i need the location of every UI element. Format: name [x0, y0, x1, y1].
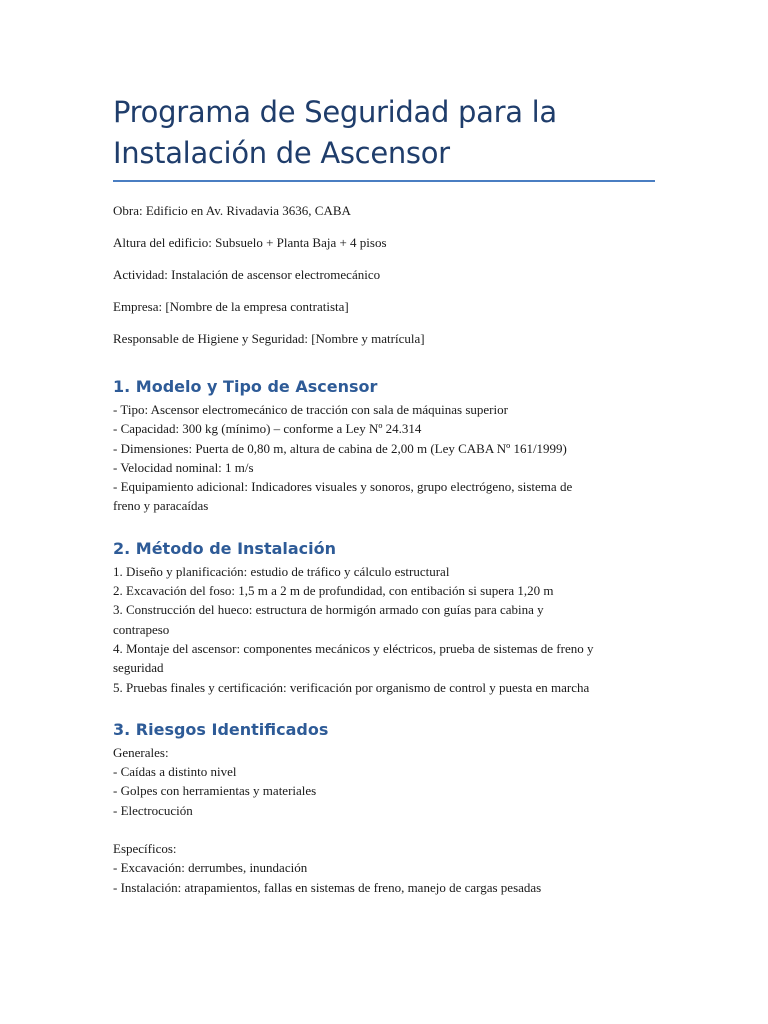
- section-line: freno y paracaídas: [113, 498, 209, 514]
- info-actividad: Actividad: Instalación de ascensor electromecánico: [113, 267, 381, 282]
- document-title: [113, 92, 655, 174]
- info-empresa: Empresa: [Nombre de la empresa contratista]: [113, 299, 349, 314]
- section-line: 1. Diseño y planificación: estudio de tráfico y cálculo estructural: [113, 563, 450, 579]
- section-line: - Equipamiento adicional: Indicadores visuales y sonoros, grupo electrógeno, sistema de: [113, 479, 573, 495]
- section-heading: 3. Riesgos Identificados: [113, 719, 329, 739]
- section-line: - Caídas a distinto nivel: [113, 764, 237, 780]
- section-line: Específicos:: [113, 841, 177, 857]
- section-modelo: [113, 376, 655, 516]
- section-line: - Tipo: Ascensor electromecánico de tracción con sala de máquinas superior: [113, 402, 508, 417]
- section-line: 2. Excavación del foso: 1,5 m a 2 m de profundidad, con entibación si supera 1,20 m: [113, 583, 554, 599]
- info-responsable: Responsable de Higiene y Seguridad: [Nombre y matrícula]: [113, 331, 425, 346]
- section-line: - Velocidad nominal: 1 m/s: [113, 459, 254, 475]
- section-line: Generales:: [113, 744, 169, 760]
- section-line: contrapeso: [113, 621, 170, 637]
- info-altura: Altura del edificio: Subsuelo + Planta Baja + 4 pisos: [113, 235, 387, 250]
- title-underline: [113, 180, 655, 182]
- section-line: 3. Construcción del hueco: estructura de hormigón armado con guías para cabina y: [113, 602, 544, 618]
- project-info: [113, 202, 655, 348]
- section-line: - Excavación: derrumbes, inundación: [113, 860, 308, 876]
- section-line: 5. Pruebas finales y certificación: verificación por organismo de control y puesta en marcha: [113, 679, 590, 695]
- document-page: [113, 92, 655, 897]
- info-obra: Obra: Edificio en Av. Rivadavia 3636, CABA: [113, 203, 351, 218]
- section-metodo: [113, 538, 655, 697]
- title-line-2: Instalación de Ascensor: [113, 136, 450, 170]
- section-line: - Electrocución: [113, 802, 193, 818]
- section-line: - Golpes con herramientas y materiales: [113, 783, 317, 799]
- section-heading: 1. Modelo y Tipo de Ascensor: [113, 377, 378, 396]
- section-line: seguridad: [113, 660, 164, 676]
- section-line: - Capacidad: 300 kg (mínimo) – conforme a Ley Nº 24.314: [113, 421, 422, 437]
- section-heading: 2. Método de Instalación: [113, 538, 337, 558]
- section-line: - Dimensiones: Puerta de 0,80 m, altura de cabina de 2,00 m (Ley CABA Nº 161/1999): [113, 440, 567, 456]
- paragraph-gap: [113, 820, 655, 839]
- section-line: - Instalación: atrapamientos, fallas en sistemas de freno, manejo de cargas pesadas: [113, 879, 542, 895]
- section-riesgos: [113, 719, 655, 897]
- title-line-1: Programa de Seguridad para la: [113, 95, 557, 129]
- section-line: 4. Montaje del ascensor: componentes mecánicos y eléctricos, prueba de sistemas de freno y: [113, 640, 594, 656]
